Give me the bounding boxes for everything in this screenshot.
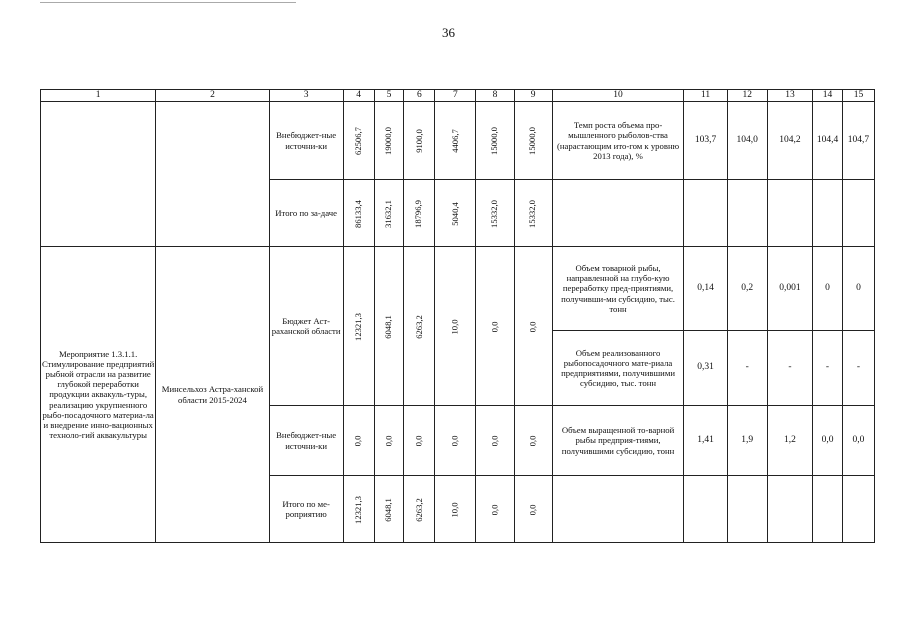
executor: Минсельхоз Астра-ханской области 2015-2024 xyxy=(156,247,269,543)
target-empty xyxy=(813,180,843,247)
target-empty xyxy=(842,180,874,247)
col-number: 4 xyxy=(343,90,374,102)
funding-source: Итого по ме-роприятию xyxy=(269,476,343,543)
value-cell: 0,0 xyxy=(489,321,500,332)
column-number-row xyxy=(41,90,875,102)
col-number: 3 xyxy=(269,90,343,102)
value-cell: 5040,4 xyxy=(449,201,460,226)
value-cell: 0,0 xyxy=(449,435,460,447)
target-value: - xyxy=(842,331,874,406)
measure-description: Мероприятие 1.3.1.1. Стимулирование предприятий рыбной отрасли на развитие глубокой переработки продукции аквакуль-туры, реализацию укрупненного рыбо-посадочного материа-ла и внедрение инно-вационных техноло-гий аквакультуры xyxy=(41,247,156,543)
col-number: 5 xyxy=(374,90,404,102)
value-cell: 0,0 xyxy=(352,435,363,447)
funding-source: Итого по за-даче xyxy=(269,180,343,247)
value-cell: 12321,3 xyxy=(352,495,363,524)
indicator-empty xyxy=(552,180,684,247)
value-cell: 31632,1 xyxy=(383,199,393,228)
col-number: 12 xyxy=(727,90,767,102)
col-number: 8 xyxy=(476,90,514,102)
value-cell: 15000,0 xyxy=(527,127,538,155)
target-value: 104,0 xyxy=(727,102,767,180)
target-value: 0,2 xyxy=(727,247,767,331)
executor-cell-empty xyxy=(156,102,269,247)
target-value: 104,7 xyxy=(842,102,874,180)
table-row xyxy=(41,102,875,180)
indicator-empty xyxy=(552,476,684,543)
value-cell: 0,0 xyxy=(413,435,424,447)
value-cell: 0,0 xyxy=(527,504,538,515)
value-cell: 4406,7 xyxy=(449,129,460,153)
value-cell: 0,0 xyxy=(489,504,500,515)
value-cell: 19000,0 xyxy=(383,127,393,155)
target-value: 0,0 xyxy=(813,406,843,476)
target-value: - xyxy=(813,331,843,406)
value-cell: 12321,3 xyxy=(352,312,363,341)
col-number: 9 xyxy=(514,90,552,102)
target-empty xyxy=(727,180,767,247)
value-cell: 18796,9 xyxy=(413,199,424,228)
value-cell: 0,0 xyxy=(489,435,500,447)
target-value: 104,2 xyxy=(767,102,812,180)
target-value: 0,001 xyxy=(767,247,812,331)
funding-source: Внебюджет-ные источни-ки xyxy=(269,102,343,180)
value-cell: 15332,0 xyxy=(489,199,500,228)
target-value: - xyxy=(767,331,812,406)
indicator-text: Объем выращенной то-варной рыбы предприя-тиями, получившими субсидию, тонн xyxy=(552,406,684,476)
indicator-text: Объем товарной рыбы, направленной на глубо-кую переработку пред-приятиями, получивши-ми субсидию, тыс. тонн xyxy=(552,247,684,331)
top-rule xyxy=(40,2,296,3)
table-row xyxy=(41,247,875,331)
value-cell: 10,0 xyxy=(449,501,460,518)
target-value: 104,4 xyxy=(813,102,843,180)
target-empty xyxy=(813,476,843,543)
measure-cell-empty xyxy=(41,102,156,247)
col-number: 15 xyxy=(842,90,874,102)
value-cell: 6048,1 xyxy=(382,497,393,522)
page-number: 36 xyxy=(442,25,455,40)
target-value: 0 xyxy=(813,247,843,331)
target-value: - xyxy=(727,331,767,406)
value-cell: 86133,4 xyxy=(352,199,363,228)
target-value: 0,14 xyxy=(684,247,727,331)
value-cell: 0,0 xyxy=(383,435,393,447)
col-number: 1 xyxy=(41,90,156,102)
col-number: 7 xyxy=(435,90,476,102)
program-table xyxy=(40,89,875,543)
col-number: 2 xyxy=(156,90,269,102)
value-cell: 9100,0 xyxy=(413,129,424,153)
value-cell: 6263,2 xyxy=(413,314,424,339)
indicator-text: Объем реализованного рыбопосадочного мате-риала предприятиями, получившими субсидию, тыс. тонн xyxy=(552,331,684,406)
target-value: 1,9 xyxy=(727,406,767,476)
target-empty xyxy=(727,476,767,543)
value-cell: 15000,0 xyxy=(489,127,500,155)
target-value: 1,41 xyxy=(684,406,727,476)
target-value: 103,7 xyxy=(684,102,727,180)
col-number: 10 xyxy=(552,90,684,102)
target-value: 0,31 xyxy=(684,331,727,406)
col-number: 6 xyxy=(404,90,435,102)
target-empty xyxy=(684,476,727,543)
value-cell: 0,0 xyxy=(527,435,538,447)
funding-source: Внебюджет-ные источни-ки xyxy=(269,406,343,476)
indicator-text: Темп роста объема про-мышленного рыболов-ства (нарастающим ито-гом к уровню 2013 года), % xyxy=(552,102,684,180)
target-value: 0 xyxy=(842,247,874,331)
value-cell: 6263,2 xyxy=(413,497,424,522)
target-empty xyxy=(842,476,874,543)
target-value: 1,2 xyxy=(767,406,812,476)
value-cell: 15332,0 xyxy=(527,199,538,228)
target-empty xyxy=(767,476,812,543)
target-value: 0,0 xyxy=(842,406,874,476)
value-cell: 6048,1 xyxy=(382,314,393,339)
value-cell: 0,0 xyxy=(527,321,538,332)
col-number: 11 xyxy=(684,90,727,102)
value-cell: 10,0 xyxy=(449,318,460,335)
col-number: 13 xyxy=(767,90,812,102)
funding-source: Бюджет Аст-раханской области xyxy=(269,247,343,406)
value-cell: 62506,7 xyxy=(352,127,363,155)
target-empty xyxy=(684,180,727,247)
col-number: 14 xyxy=(813,90,843,102)
target-empty xyxy=(767,180,812,247)
